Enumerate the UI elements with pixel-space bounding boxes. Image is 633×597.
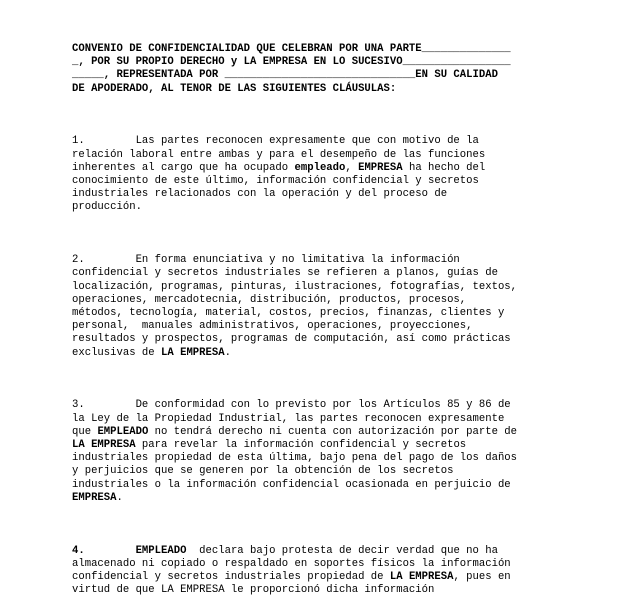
clause-line <box>72 267 556 280</box>
text-run: industriales relacionados con la operación y del proceso de <box>72 188 448 201</box>
clause-line <box>72 201 556 214</box>
text-run: exclusivas de <box>72 346 162 359</box>
clause-line <box>72 545 556 558</box>
text-run: virtud de que LA EMPRESA le proporcionó dicha información <box>72 584 435 597</box>
clause-line <box>72 320 556 333</box>
clause-line <box>72 452 556 465</box>
clause-1 <box>72 135 556 214</box>
clause-line <box>72 479 556 492</box>
text-run: localización, programas, pinturas, ilustraciones, fotografías, textos, <box>72 280 518 293</box>
bold-text: EMPLEADO <box>135 544 187 557</box>
bold-text: EMPRESA <box>358 161 403 174</box>
clause-2 <box>72 254 556 360</box>
clause-line <box>72 413 556 426</box>
clause-line <box>72 465 556 478</box>
clause-line <box>72 307 556 320</box>
clause-line <box>72 492 556 505</box>
blank-line <box>72 360 556 373</box>
text-run: , pues en <box>453 570 511 583</box>
text-run: , <box>345 161 359 174</box>
clause-line <box>72 426 556 439</box>
document-body <box>72 43 556 597</box>
text-run: la Ley de la Propiedad Industrial, las partes reconocen expresamente <box>72 412 505 425</box>
clause-line <box>72 439 556 452</box>
blank-line <box>72 241 556 254</box>
clause-3 <box>72 399 556 505</box>
clause-line <box>72 347 556 360</box>
blank-line <box>72 373 556 386</box>
text-run: 3. De conformidad con lo previsto por los Artículos 85 y 86 de <box>72 399 511 412</box>
clause-line <box>72 281 556 294</box>
blank-line <box>72 122 556 135</box>
text-run: . <box>224 346 231 359</box>
text-run: almacenado ni copiado o respaldado en soportes físicos la información <box>72 557 511 570</box>
clause-line <box>72 571 556 584</box>
heading-line: _____, REPRESENTADA POR ______________________________EN SU CALIDAD <box>72 69 498 82</box>
clauses-section <box>72 96 556 597</box>
text-run: y perjuicios que se generen por la obtención de los secretos <box>72 465 454 478</box>
text-run: para revelar la información confidencial y secretos <box>135 438 467 451</box>
text-run: confidencial y secretos industriales se refieren a planos, guías de <box>72 267 498 280</box>
text-run: ha hecho del <box>402 161 486 174</box>
blank-line <box>72 531 556 544</box>
text-run: personal, manuales administrativos, operaciones, proyecciones, <box>72 320 473 333</box>
clause-line <box>72 294 556 307</box>
bold-text: 4. <box>72 544 85 557</box>
bold-text: EMPLEADO <box>97 425 149 438</box>
clause-line <box>72 584 556 597</box>
text-run <box>85 545 136 557</box>
bold-text: LA EMPRESA <box>72 438 136 451</box>
clause-line <box>72 162 556 175</box>
document-heading <box>72 43 556 96</box>
text-run: producción. <box>72 201 142 214</box>
text-run: industriales o la información confidencial ocasionada en perjuicio de <box>72 478 511 491</box>
clause-line <box>72 135 556 148</box>
bold-text: LA EMPRESA <box>161 346 225 359</box>
text-run: no tendrá derecho ni cuenta con autorización por parte de <box>148 425 518 438</box>
text-run: . <box>116 491 123 504</box>
blank-line <box>72 386 556 399</box>
heading-line: _, POR SU PROPIO DERECHO y LA EMPRESA EN LO SUCESIVO_________________ <box>72 56 511 69</box>
clause-line <box>72 558 556 571</box>
blank-line <box>72 96 556 109</box>
blank-line <box>72 109 556 122</box>
blank-line <box>72 505 556 518</box>
text-run: operaciones, mercadotecnia, distribución, productos, procesos, <box>72 293 467 306</box>
clause-line <box>72 254 556 267</box>
text-run: industriales propiedad de esta última, bajo pena del pago de los daños <box>72 452 518 465</box>
bold-text: LA EMPRESA <box>389 570 454 583</box>
heading-line: DE APODERADO, AL TENOR DE LAS SIGUIENTES CLÁUSULAS: <box>72 82 397 95</box>
text-run: 2. En forma enunciativa y no limitativa la información <box>72 254 460 267</box>
text-run: métodos, tecnología, material, costos, precios, finanzas, clientes y <box>72 306 505 319</box>
clause-line <box>72 175 556 188</box>
text-run: inherentes al cargo que ha ocupado <box>72 161 295 174</box>
bold-text: EMPRESA <box>72 491 117 504</box>
clause-line <box>72 149 556 162</box>
blank-line <box>72 228 556 241</box>
clause-line <box>72 188 556 201</box>
clause-4 <box>72 545 556 597</box>
text-run: conocimiento de este último, información confidencial y secretos <box>72 174 479 187</box>
text-run: confidencial y secretos industriales propiedad de <box>72 570 390 583</box>
text-run: 1. Las partes reconocen expresamente que con motivo de la <box>72 135 479 148</box>
bold-text: empleado <box>294 161 346 174</box>
blank-line <box>72 215 556 228</box>
text-run: relación laboral entre ambas y para el desempeño de las funciones <box>72 148 486 161</box>
text-run: que <box>72 425 98 438</box>
text-run: resultados y prospectos, programas de computación, así como prácticas <box>72 333 511 346</box>
heading-line: CONVENIO DE CONFIDENCIALIDAD QUE CELEBRAN POR UNA PARTE______________ <box>72 43 511 55</box>
text-run: declara bajo protesta de decir verdad que no ha <box>186 544 498 557</box>
blank-line <box>72 518 556 531</box>
clause-line <box>72 399 556 412</box>
clause-line <box>72 333 556 346</box>
